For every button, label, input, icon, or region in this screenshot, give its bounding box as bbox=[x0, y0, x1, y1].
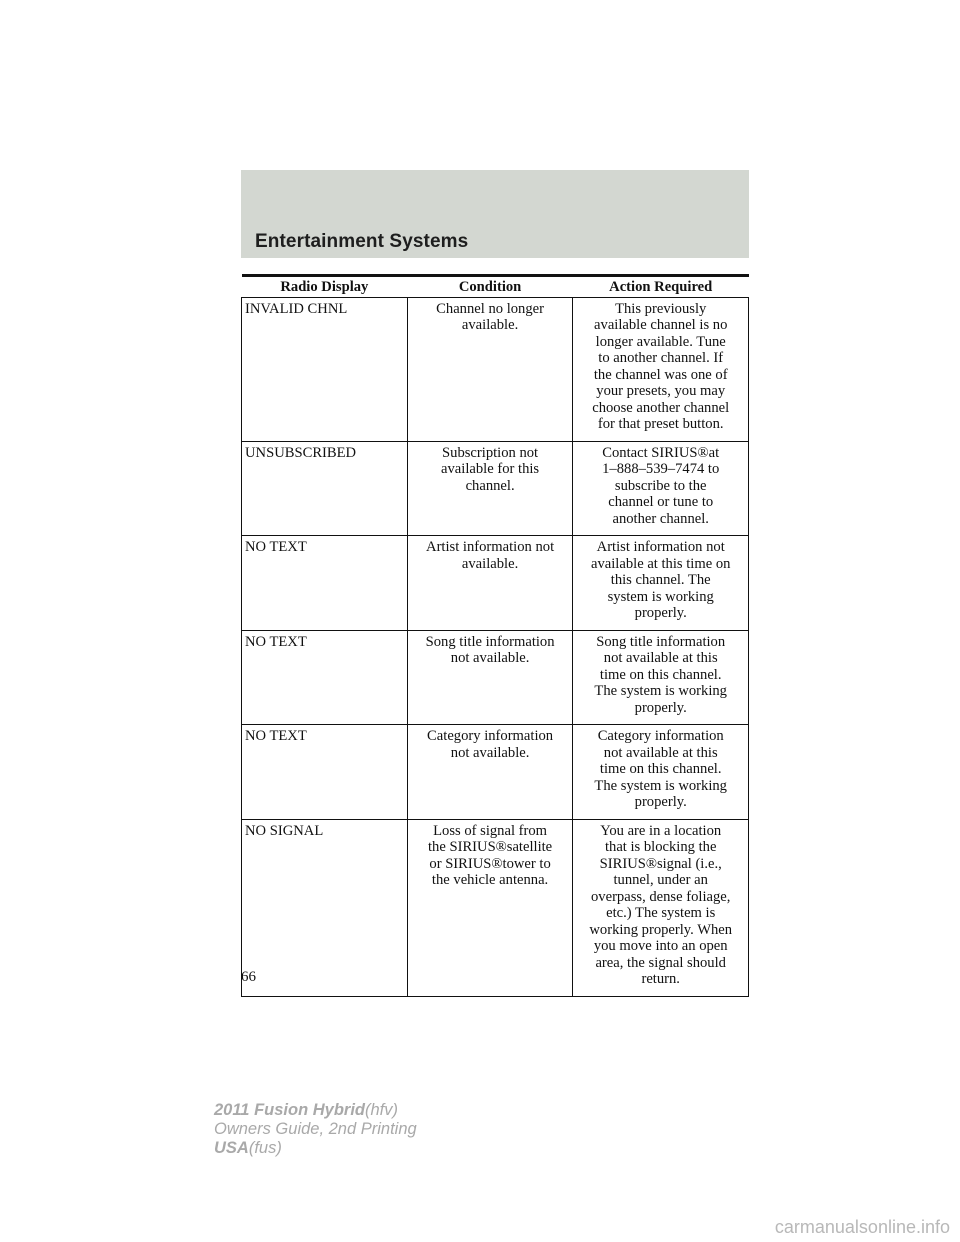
page-number: 66 bbox=[241, 969, 256, 985]
cell-line: available channel is no bbox=[594, 317, 728, 333]
cell-line: channel. bbox=[465, 477, 515, 494]
cell-line: properly. bbox=[634, 605, 687, 621]
cell-line: for that preset button. bbox=[597, 416, 724, 432]
cell-line: Contact SIRIUS®at bbox=[602, 444, 720, 461]
cell-line: not available. bbox=[450, 744, 530, 761]
cell-line: available. bbox=[461, 555, 519, 572]
section-title: Entertainment Systems bbox=[255, 231, 469, 252]
cell-condition bbox=[407, 536, 573, 631]
cell-line: working properly. When bbox=[589, 921, 733, 938]
cell-line: etc.) The system is bbox=[606, 905, 716, 921]
cell-line: time on this channel. bbox=[599, 761, 722, 777]
table-body bbox=[242, 297, 749, 996]
cell-line: overpass, dense foliage, bbox=[591, 888, 731, 905]
cell-line: not available at this bbox=[603, 744, 718, 761]
cell-line: system is working bbox=[607, 588, 714, 605]
cell-line: available. bbox=[461, 317, 519, 333]
cell-line: Category information bbox=[597, 728, 724, 744]
cell-line: available for this bbox=[441, 461, 540, 477]
cell-line: properly. bbox=[634, 794, 687, 810]
cell-condition bbox=[407, 725, 573, 820]
footer-line-model: 2011 Fusion Hybrid(hfv) bbox=[214, 1101, 398, 1119]
column-header-condition: Condition bbox=[407, 276, 573, 298]
cell-line: the SIRIUS®satellite bbox=[427, 839, 553, 855]
cell-action bbox=[573, 630, 749, 725]
cell-line: channel or tune to bbox=[608, 494, 714, 510]
table-row bbox=[242, 297, 749, 441]
cell-line: Category information bbox=[427, 728, 554, 744]
cell-line: return. bbox=[641, 971, 680, 987]
cell-radio-display: INVALID CHNL bbox=[242, 297, 408, 441]
footer-line-edition: Owners Guide, 2nd Printing bbox=[214, 1120, 417, 1138]
cell-action bbox=[573, 536, 749, 631]
cell-line: You are in a location bbox=[600, 822, 722, 839]
cell-condition bbox=[407, 819, 573, 996]
cell-line: Artist information not bbox=[596, 539, 725, 555]
table-row bbox=[242, 536, 749, 631]
cell-line: Artist information not bbox=[426, 539, 555, 555]
cell-condition bbox=[407, 630, 573, 725]
condition-table bbox=[241, 274, 749, 997]
table-row bbox=[242, 441, 749, 536]
table-header-row bbox=[242, 276, 749, 298]
cell-action bbox=[573, 725, 749, 820]
cell-line: time on this channel. bbox=[599, 666, 722, 683]
table-row bbox=[242, 819, 749, 996]
cell-condition bbox=[407, 297, 573, 441]
cell-radio-display: NO TEXT bbox=[242, 630, 408, 725]
cell-line: Subscription not bbox=[442, 444, 539, 461]
cell-line: Song title information bbox=[596, 633, 726, 650]
document-footer bbox=[214, 1101, 417, 1158]
table-row bbox=[242, 725, 749, 820]
cell-line: 1–888–539–7474 to bbox=[602, 461, 720, 477]
cell-line: area, the signal should bbox=[595, 954, 726, 971]
cell-line: you move into an open bbox=[593, 938, 728, 954]
cell-line: to another channel. If bbox=[598, 350, 724, 366]
footer-line-market: USA(fus) bbox=[214, 1139, 282, 1157]
cell-line: longer available. Tune bbox=[595, 333, 726, 350]
cell-radio-display: NO TEXT bbox=[242, 725, 408, 820]
cell-line: This previously bbox=[615, 300, 707, 317]
cell-radio-display: NO SIGNAL bbox=[242, 819, 408, 996]
cell-line: The system is working bbox=[594, 683, 727, 699]
cell-line: properly. bbox=[634, 699, 687, 716]
cell-line: or SIRIUS®tower to bbox=[429, 855, 551, 872]
cell-line: SIRIUS®signal (i.e., bbox=[599, 855, 722, 872]
cell-action bbox=[573, 819, 749, 996]
watermark: carmanualsonline.info bbox=[774, 1217, 950, 1237]
cell-condition bbox=[407, 441, 573, 536]
table-row bbox=[242, 630, 749, 725]
section-header bbox=[241, 170, 749, 258]
cell-line: tunnel, under an bbox=[613, 872, 708, 888]
cell-line: The system is working bbox=[594, 777, 727, 794]
column-header-action-required: Action Required bbox=[573, 276, 749, 298]
cell-line: your presets, you may bbox=[596, 383, 726, 399]
cell-action bbox=[573, 297, 749, 441]
cell-line: Song title information bbox=[425, 633, 555, 650]
cell-line: the channel was one of bbox=[593, 366, 728, 383]
cell-line: available at this time on bbox=[591, 555, 731, 572]
cell-action bbox=[573, 441, 749, 536]
cell-line: subscribe to the bbox=[614, 477, 707, 494]
cell-line: Loss of signal from bbox=[433, 822, 548, 839]
cell-line: this channel. The bbox=[610, 572, 711, 588]
cell-line: Channel no longer bbox=[436, 300, 544, 317]
cell-radio-display: UNSUBSCRIBED bbox=[242, 441, 408, 536]
column-header-radio-display: Radio Display bbox=[242, 276, 408, 298]
cell-line: the vehicle antenna. bbox=[431, 872, 549, 888]
cell-line: choose another channel bbox=[592, 399, 730, 416]
cell-line: another channel. bbox=[612, 510, 709, 527]
cell-line: not available at this bbox=[603, 650, 718, 666]
cell-line: not available. bbox=[450, 650, 530, 666]
cell-line: that is blocking the bbox=[604, 839, 717, 855]
cell-radio-display: NO TEXT bbox=[242, 536, 408, 631]
